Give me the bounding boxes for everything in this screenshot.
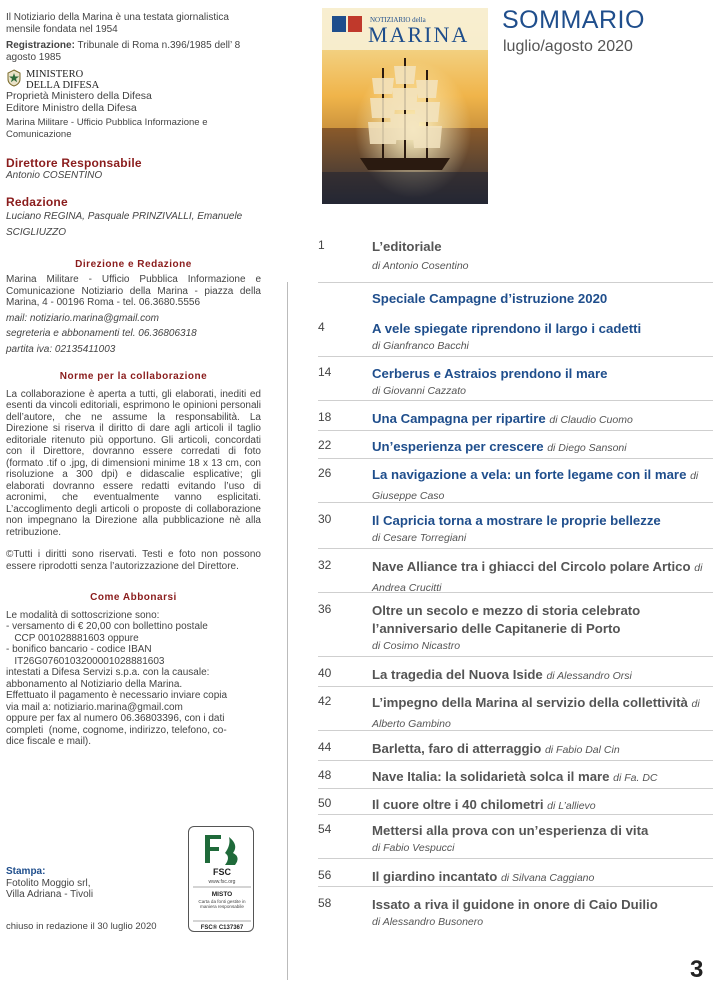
toc-title <box>372 740 712 760</box>
toc-author: di Claudio Cuomo <box>549 414 633 426</box>
abbonarsi-line: intestati a Difesa Servizi s.p.a. con la causale: <box>6 667 210 678</box>
registrazione-text: Tribunale di Roma n.396/1985 dell’ 8 agosto 1985 <box>6 40 241 63</box>
toc-title <box>372 868 712 888</box>
toc-title-text: L’impegno della Marina al servizio della collettività <box>372 695 688 710</box>
toc-title-text: Oltre un secolo e mezzo di storia celebrato l’anniversario delle Capitanerie di Porto <box>372 603 641 636</box>
masthead-column <box>6 12 261 748</box>
toc-page-number: 32 <box>318 558 332 572</box>
toc-title-text: L’editoriale <box>372 239 442 254</box>
toc-author: di Fabio Dal Cin <box>544 744 620 756</box>
editore-text: Editore Ministro della Difesa <box>6 101 137 114</box>
page-title: SOMMARIO <box>502 6 645 34</box>
toc-title <box>372 238 712 256</box>
toc-title-text: Un’esperienza per crescere <box>372 439 544 454</box>
toc-title-text: La navigazione a vela: un forte legame con il mare <box>372 467 687 482</box>
toc-separator <box>318 282 713 283</box>
toc-title-text: Mettersi alla prova con un’esperienza di vita <box>372 823 649 838</box>
stampa-block <box>6 866 93 901</box>
fsc-logo-icon <box>189 827 255 933</box>
toc-author: di Alessandro Orsi <box>546 670 632 682</box>
toc-title <box>372 822 712 840</box>
toc-author: di Andrea Crucitti <box>372 562 703 594</box>
registrazione-label: Registrazione: <box>6 40 75 51</box>
toc-page-number: 30 <box>318 512 332 526</box>
toc-page-number: 18 <box>318 410 332 424</box>
toc-page-number: 1 <box>318 238 325 252</box>
toc-page-number: 42 <box>318 694 332 708</box>
fsc-brand: FSC <box>213 867 231 877</box>
toc-title <box>372 602 712 637</box>
toc-author: di Diego Sansoni <box>547 442 627 454</box>
toc-title <box>372 410 712 430</box>
fsc-site: www.fsc.org <box>208 879 236 885</box>
toc-separator <box>318 656 713 657</box>
direttore-name: Antonio COSENTINO <box>6 169 103 181</box>
toc-title <box>372 558 712 597</box>
toc-page-number: 26 <box>318 466 332 480</box>
toc-page-number: 40 <box>318 666 332 680</box>
cover-big-word: MARINA <box>368 22 470 47</box>
ministero-logo <box>6 69 261 91</box>
toc-page-number: 4 <box>318 320 325 334</box>
toc-author: di Fa. DC <box>613 772 658 784</box>
ministero-line1: MINISTERO <box>26 69 84 80</box>
toc-author: di Cesare Torregiani <box>372 532 467 544</box>
toc-separator <box>318 760 713 761</box>
segreteria-text: segreteria e abbonamenti tel. 06.36806318 <box>6 328 197 339</box>
toc-title-text: La tragedia del Nuova Iside <box>372 667 543 682</box>
diritti-text: ©Tutti i diritti sono riservati. Testi e foto non possono essere riprodotti senza l’autorizzazione del Direttore. <box>6 549 261 572</box>
toc-author: di Fabio Vespucci <box>372 842 455 854</box>
direttore-heading: Direttore Responsabile <box>6 156 142 170</box>
ufficio-text: Marina Militare - Ufficio Pubblica Informazione e Comunicazione <box>6 117 208 140</box>
intro-text: Il Notiziario della Marina è una testata giornalistica mensile fondata nel 1954 <box>6 12 229 35</box>
direzione-redazione-text: Marina Militare - Ufficio Pubblica Informazione e Comunicazione Notiziario della Marina - piazza della Marina, 4 - 00196 Roma - tel. 06.3680.5556 <box>6 274 261 308</box>
toc-title-text: Nave Italia: la solidarietà solca il mare <box>372 769 610 784</box>
page-number: 3 <box>690 956 704 983</box>
abbonarsi-line: - versamento di € 20,00 con bollettino postale <box>6 621 208 632</box>
toc-title-text: Issato a riva il guidone in onore di Caio Duilio <box>372 897 658 912</box>
toc-page-number: 58 <box>318 896 332 910</box>
toc-page-number: 44 <box>318 740 332 754</box>
toc-author: di Alessandro Busonero <box>372 916 484 928</box>
toc-title-text: Il Capricia torna a mostrare le proprie bellezze <box>372 513 661 528</box>
fsc-label <box>188 826 254 932</box>
toc-title-text: Il cuore oltre i 40 chilometri <box>372 797 544 812</box>
toc-title <box>372 896 712 914</box>
toc-separator <box>318 356 713 357</box>
toc-separator <box>318 430 713 431</box>
partita-iva-text: partita iva: 02135411003 <box>6 343 116 355</box>
magazine-cover <box>322 8 488 204</box>
toc-page-number: 50 <box>318 796 332 810</box>
toc-title-text: Barletta, faro di atterraggio <box>372 741 542 756</box>
toc-author: di Giovanni Cazzato <box>372 385 466 397</box>
toc-author: di Giuseppe Caso <box>372 470 699 502</box>
mail-text[interactable]: mail: notiziario.marina@gmail.com <box>6 312 159 324</box>
fsc-desc: Carta da fonti gestite in maniera responsabile <box>198 899 246 909</box>
toc-title-text: Il giardino incantato <box>372 869 498 884</box>
toc-author: di Alberto Gambino <box>372 698 700 730</box>
fsc-misto: MISTO <box>211 891 233 898</box>
republic-emblem-icon <box>6 69 22 87</box>
toc-separator <box>318 400 713 401</box>
chiuso-redazione: chiuso in redazione il 30 luglio 2020 <box>6 921 157 932</box>
column-divider <box>287 282 288 980</box>
ministero-line2: DELLA DIFESA <box>26 80 100 91</box>
toc-title <box>372 796 712 816</box>
toc-title <box>372 694 712 733</box>
norme-heading: Norme per la collaborazione <box>59 371 208 382</box>
toc-title <box>372 365 712 383</box>
norme-text: La collaborazione è aperta a tutti, gli elaborati, inediti ed esenti da vincoli editoriali, esprimono le opinioni personali dell’autore, che ne assume la responsabilità. La Direzione si riserva il diritto di dare agli articoli il taglio editoriale ritenuto più opportuno. Gli articoli, concordati con il Direttore, dovranno essere corredati di foto (formato .tif o .jpg, di dimensioni minime 18 x 13 cm, con risoluzione a 300 dpi) e didascalie esplicative; gli elaborati dovranno essere redatti evitando l’uso di acronimi, che eventualmente vanno esplicitati. L’accoglimento degli articoli o proposte di collaborazione non impegnano la Direzione alla pubblicazione nè alla retribuzione. <box>6 388 261 538</box>
fsc-code: FSC® C137367 <box>200 925 244 931</box>
toc-page-number: 56 <box>318 868 332 882</box>
toc-title-text: Cerberus e Astraios prendono il mare <box>372 366 608 381</box>
toc-separator <box>318 548 713 549</box>
abbonarsi-line: Le modalità di sottoscrizione sono: <box>6 609 160 621</box>
toc-separator <box>318 458 713 459</box>
abbonarsi-line: completi (nome, cognome, indirizzo, telefono, co- <box>6 724 227 736</box>
cover-top-word: NOTIZIARIO della <box>370 16 426 24</box>
toc-page-number: 22 <box>318 438 332 452</box>
abbonarsi-line: Effettuato il pagamento è necessario inviare copia <box>6 690 228 701</box>
toc-separator <box>318 686 713 687</box>
toc-author: di Gianfranco Bacchi <box>372 340 469 352</box>
toc-author: di L’allievo <box>547 800 596 812</box>
toc-page-number: 36 <box>318 602 332 616</box>
direzione-redazione-heading: Direzione e Redazione <box>75 258 192 270</box>
abbonarsi-line: via mail a: notiziario.marina@gmail.com <box>6 701 183 713</box>
toc-page-number: 48 <box>318 768 332 782</box>
toc-author: di Silvana Caggiano <box>500 872 595 884</box>
toc-title <box>372 512 712 530</box>
toc-title <box>372 466 712 505</box>
toc-author: di Antonio Cosentino <box>372 260 469 272</box>
toc-title-text: A vele spiegate riprendono il largo i cadetti <box>372 321 642 336</box>
abbonarsi-line: dice fiscale e mail). <box>6 736 92 747</box>
abbonarsi-line: oppure per fax al numero 06.36803396, con i dati <box>6 713 225 724</box>
cover-image <box>322 8 488 204</box>
abbonarsi-line: IT26G0760103200001028881603 <box>6 655 165 667</box>
toc-page-number: 14 <box>318 365 332 379</box>
abbonarsi-line: abbonamento al Notiziario della Marina. <box>6 678 183 690</box>
toc-title <box>372 438 712 458</box>
toc-title-text: Speciale Campagne d’istruzione 2020 <box>372 291 608 306</box>
toc-title <box>372 320 712 338</box>
toc-page-number: 54 <box>318 822 332 836</box>
registrazione-line <box>6 40 261 63</box>
abbonarsi-line: - bonifico bancario - codice IBAN <box>6 644 152 655</box>
toc-author: di Cosimo Nicastro <box>372 640 461 652</box>
toc-title-text: Una Campagna per ripartire <box>372 411 546 426</box>
toc-title <box>372 768 712 788</box>
toc-title <box>372 666 712 686</box>
stampa-line2: Villa Adriana - Tivoli <box>6 889 94 900</box>
abbonarsi-list <box>6 610 261 748</box>
stampa-heading: Stampa: <box>6 866 46 877</box>
toc-separator <box>318 788 713 789</box>
toc-separator <box>318 858 713 859</box>
stampa-line1: Fotolito Moggio srl, <box>6 877 91 889</box>
toc-title-text: Nave Alliance tra i ghiacci del Circolo polare Artico <box>372 559 691 574</box>
toc-title <box>372 290 712 308</box>
redazione-names: Luciano REGINA, Pasquale PRINZIVALLI, Emanuele SCIGLIUZZO <box>6 210 243 238</box>
proprieta-text: Proprietà Ministero della Difesa <box>6 90 152 102</box>
abbonarsi-line: CCP 001028881603 oppure <box>6 632 139 644</box>
redazione-heading: Redazione <box>6 195 68 209</box>
abbonarsi-heading: Come Abbonarsi <box>90 592 177 603</box>
issue-date: luglio/agosto 2020 <box>503 38 633 55</box>
